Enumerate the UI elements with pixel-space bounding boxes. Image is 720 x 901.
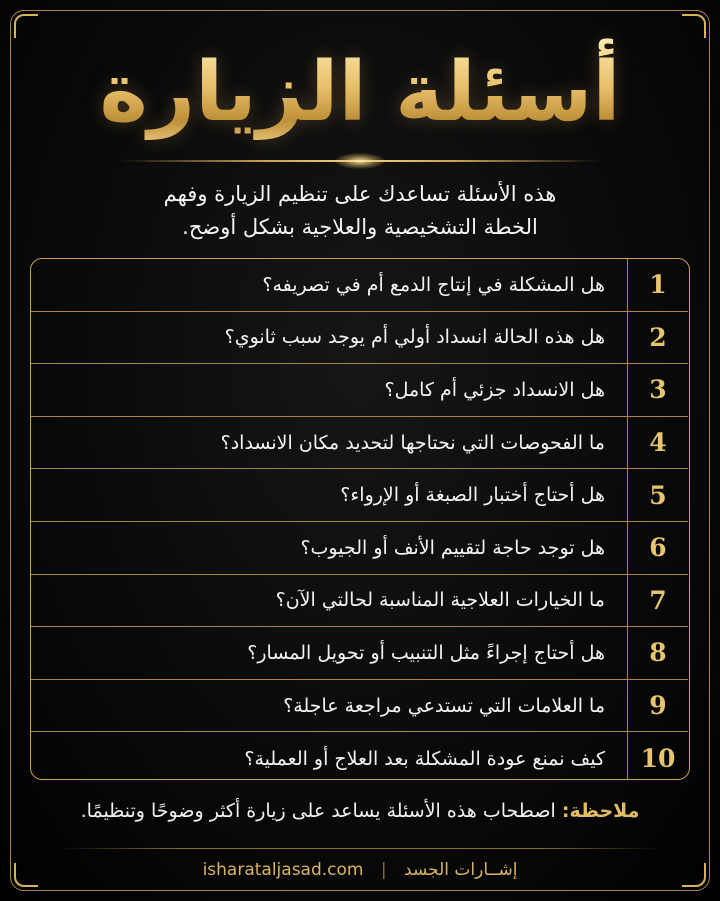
questions-table	[30, 258, 690, 780]
question-row	[31, 575, 688, 628]
footer-divider	[60, 848, 660, 849]
footer-website-link[interactable]: isharataljasad.com	[202, 860, 364, 880]
question-text: هل هذه الحالة انسداد أولي أم يوجد سبب ثانوي؟	[224, 326, 605, 349]
question-text: هل الانسداد جزئي أم كامل؟	[384, 378, 605, 401]
footer	[0, 860, 720, 880]
corner-ornament-top-right	[682, 14, 706, 38]
question-row	[31, 732, 688, 780]
question-number: 8	[627, 627, 688, 679]
question-row	[31, 259, 688, 312]
footer-brand-name: إشــارات الجسد	[404, 860, 518, 880]
question-text: هل المشكلة في إنتاج الدمع أم في تصريفه؟	[262, 273, 605, 296]
question-number: 3	[627, 364, 688, 416]
question-number: 6	[627, 522, 688, 574]
question-text: هل توجد حاجة لتقييم الأنف أو الجيوب؟	[300, 536, 605, 559]
subtitle	[60, 178, 660, 244]
question-row	[31, 417, 688, 470]
question-number: 10	[627, 732, 688, 780]
corner-ornament-top-left	[14, 14, 38, 38]
question-row	[31, 364, 688, 417]
title-divider-glow	[335, 153, 385, 169]
question-number: 5	[627, 469, 688, 521]
note-text: اصطحاب هذه الأسئلة يساعد على زيارة أكثر وضوحًا وتنظيمًا.	[80, 800, 556, 822]
question-number: 7	[627, 575, 688, 627]
question-row	[31, 627, 688, 680]
question-row	[31, 680, 688, 733]
question-row	[31, 469, 688, 522]
question-text: كيف نمنع عودة المشكلة بعد العلاج أو العملية؟	[244, 747, 605, 770]
subtitle-line-2: الخطة التشخيصية والعلاجية بشكل أوضح.	[182, 215, 538, 239]
question-text: ما الفحوصات التي نحتاجها لتحديد مكان الانسداد؟	[220, 431, 605, 454]
question-row	[31, 522, 688, 575]
question-row	[31, 312, 688, 365]
question-text: ما العلامات التي تستدعي مراجعة عاجلة؟	[283, 694, 605, 717]
note-label: ملاحظة:	[561, 800, 640, 822]
question-number: 1	[627, 259, 688, 311]
note	[40, 800, 680, 822]
question-number: 9	[627, 680, 688, 732]
question-text: هل أحتاج أختبار الصبغة أو الإرواء؟	[340, 484, 605, 507]
footer-separator: |	[380, 860, 387, 880]
question-number: 2	[627, 312, 688, 364]
subtitle-line-1: هذه الأسئلة تساعدك على تنظيم الزيارة وفهم	[163, 182, 557, 206]
question-text: ما الخيارات العلاجية المناسبة لحالتي الآن؟	[275, 589, 605, 612]
question-number: 4	[627, 417, 688, 469]
page-title: أسئلة الزيارة	[0, 38, 720, 148]
question-text: هل أحتاج إجراءً مثل التنبيب أو تحويل المسار؟	[247, 641, 605, 664]
